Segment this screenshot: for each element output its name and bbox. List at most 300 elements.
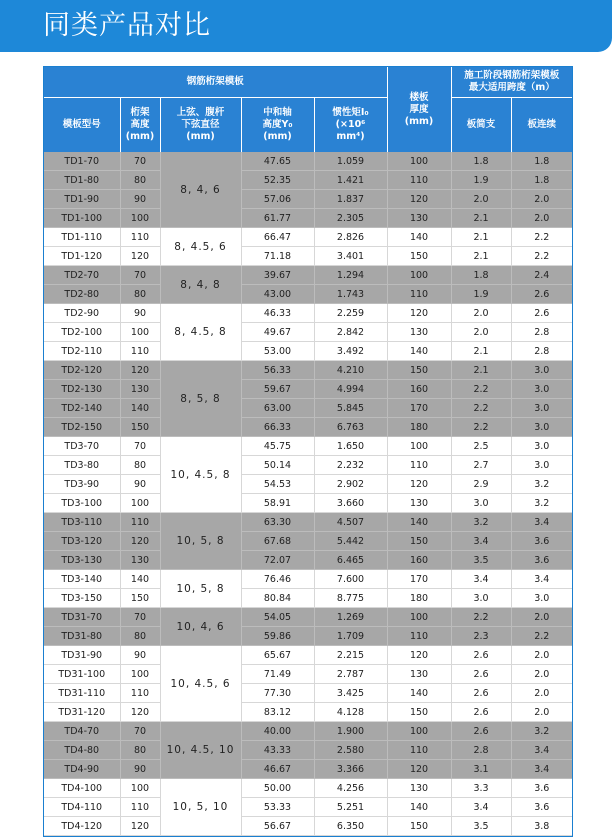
cell-inertia: 2.215 <box>314 646 387 665</box>
cell-continuous-span: 2.0 <box>511 608 572 627</box>
cell-continuous-span: 3.4 <box>511 760 572 779</box>
col-header-simply-supported: 板简支 <box>451 98 511 153</box>
cell-inertia: 1.650 <box>314 437 387 456</box>
cell-truss-height: 130 <box>120 551 160 570</box>
cell-slab-thickness: 140 <box>387 228 451 247</box>
cell-neutral-axis: 58.91 <box>241 494 314 513</box>
cell-neutral-axis: 54.53 <box>241 475 314 494</box>
table-row <box>44 703 572 722</box>
cell-truss-height: 100 <box>120 494 160 513</box>
cell-model: TD31-70 <box>44 608 120 627</box>
cell-slab-thickness: 100 <box>387 437 451 456</box>
cell-neutral-axis: 52.35 <box>241 171 314 190</box>
cell-truss-height: 70 <box>120 152 160 171</box>
cell-continuous-span: 2.0 <box>511 646 572 665</box>
cell-truss-height: 90 <box>120 304 160 323</box>
cell-model: TD3-150 <box>44 589 120 608</box>
cell-bar-diameter: 10, 5, 8 <box>160 570 241 608</box>
cell-neutral-axis: 83.12 <box>241 703 314 722</box>
cell-truss-height: 140 <box>120 570 160 589</box>
cell-slab-thickness: 130 <box>387 323 451 342</box>
group-header-formwork: 钢筋桁架模板 <box>44 67 387 98</box>
cell-neutral-axis: 59.67 <box>241 380 314 399</box>
table-row <box>44 228 572 247</box>
cell-slab-thickness: 100 <box>387 266 451 285</box>
cell-neutral-axis: 46.33 <box>241 304 314 323</box>
cell-model: TD2-100 <box>44 323 120 342</box>
cell-model: TD3-120 <box>44 532 120 551</box>
cell-simply-supported-span: 2.6 <box>451 684 511 703</box>
cell-inertia: 5.251 <box>314 798 387 817</box>
cell-simply-supported-span: 3.4 <box>451 532 511 551</box>
cell-bar-diameter: 8, 4, 6 <box>160 152 241 228</box>
cell-truss-height: 110 <box>120 513 160 532</box>
cell-slab-thickness: 110 <box>387 456 451 475</box>
cell-simply-supported-span: 2.8 <box>451 741 511 760</box>
cell-neutral-axis: 43.00 <box>241 285 314 304</box>
cell-inertia: 4.507 <box>314 513 387 532</box>
cell-inertia: 2.902 <box>314 475 387 494</box>
table-row <box>44 171 572 190</box>
cell-truss-height: 90 <box>120 475 160 494</box>
cell-simply-supported-span: 2.6 <box>451 722 511 741</box>
col-header-neutral-axis: 中和轴 高度Y₀ (mm) <box>241 98 314 153</box>
cell-model: TD4-120 <box>44 817 120 836</box>
cell-simply-supported-span: 2.1 <box>451 209 511 228</box>
cell-slab-thickness: 140 <box>387 798 451 817</box>
cell-inertia: 3.492 <box>314 342 387 361</box>
cell-bar-diameter: 10, 5, 8 <box>160 513 241 570</box>
cell-inertia: 1.709 <box>314 627 387 646</box>
cell-model: TD2-110 <box>44 342 120 361</box>
table-row <box>44 760 572 779</box>
cell-continuous-span: 2.8 <box>511 323 572 342</box>
cell-neutral-axis: 40.00 <box>241 722 314 741</box>
cell-neutral-axis: 57.06 <box>241 190 314 209</box>
cell-slab-thickness: 160 <box>387 380 451 399</box>
cell-simply-supported-span: 2.1 <box>451 228 511 247</box>
cell-inertia: 2.232 <box>314 456 387 475</box>
cell-slab-thickness: 180 <box>387 418 451 437</box>
cell-simply-supported-span: 2.7 <box>451 456 511 475</box>
cell-continuous-span: 3.2 <box>511 475 572 494</box>
cell-neutral-axis: 65.67 <box>241 646 314 665</box>
cell-inertia: 1.900 <box>314 722 387 741</box>
cell-neutral-axis: 56.33 <box>241 361 314 380</box>
cell-model: TD1-70 <box>44 152 120 171</box>
cell-continuous-span: 3.0 <box>511 589 572 608</box>
cell-slab-thickness: 150 <box>387 532 451 551</box>
cell-simply-supported-span: 3.1 <box>451 760 511 779</box>
cell-continuous-span: 3.0 <box>511 418 572 437</box>
comparison-table <box>44 67 572 836</box>
col-header-inertia: 惯性矩I₀ (×10⁶ mm⁴) <box>314 98 387 153</box>
cell-simply-supported-span: 3.0 <box>451 494 511 513</box>
cell-neutral-axis: 72.07 <box>241 551 314 570</box>
table-row <box>44 684 572 703</box>
cell-model: TD3-130 <box>44 551 120 570</box>
page-title: 同类产品对比 <box>43 10 211 41</box>
cell-simply-supported-span: 2.1 <box>451 342 511 361</box>
cell-continuous-span: 2.0 <box>511 684 572 703</box>
table-row <box>44 741 572 760</box>
cell-truss-height: 120 <box>120 703 160 722</box>
cell-truss-height: 90 <box>120 646 160 665</box>
table-row <box>44 589 572 608</box>
col-header-continuous: 板连续 <box>511 98 572 153</box>
cell-model: TD3-90 <box>44 475 120 494</box>
cell-inertia: 1.269 <box>314 608 387 627</box>
cell-continuous-span: 3.6 <box>511 532 572 551</box>
cell-inertia: 1.294 <box>314 266 387 285</box>
cell-inertia: 1.743 <box>314 285 387 304</box>
cell-truss-height: 70 <box>120 608 160 627</box>
cell-continuous-span: 3.0 <box>511 437 572 456</box>
cell-continuous-span: 2.0 <box>511 703 572 722</box>
cell-truss-height: 100 <box>120 779 160 798</box>
cell-neutral-axis: 47.65 <box>241 152 314 171</box>
cell-slab-thickness: 140 <box>387 684 451 703</box>
cell-truss-height: 80 <box>120 627 160 646</box>
cell-slab-thickness: 130 <box>387 494 451 513</box>
cell-inertia: 2.826 <box>314 228 387 247</box>
table-row <box>44 342 572 361</box>
cell-simply-supported-span: 3.4 <box>451 798 511 817</box>
cell-slab-thickness: 120 <box>387 646 451 665</box>
cell-simply-supported-span: 2.6 <box>451 665 511 684</box>
cell-model: TD3-70 <box>44 437 120 456</box>
table-row <box>44 304 572 323</box>
cell-neutral-axis: 63.00 <box>241 399 314 418</box>
cell-neutral-axis: 54.05 <box>241 608 314 627</box>
cell-model: TD1-80 <box>44 171 120 190</box>
col-header-bar-diameter: 上弦、腹杆 下弦直径 (mm) <box>160 98 241 153</box>
table-row <box>44 551 572 570</box>
cell-simply-supported-span: 1.9 <box>451 285 511 304</box>
cell-simply-supported-span: 2.5 <box>451 437 511 456</box>
cell-inertia: 5.845 <box>314 399 387 418</box>
cell-slab-thickness: 120 <box>387 190 451 209</box>
cell-model: TD4-70 <box>44 722 120 741</box>
cell-simply-supported-span: 2.0 <box>451 304 511 323</box>
cell-slab-thickness: 100 <box>387 608 451 627</box>
table-row <box>44 437 572 456</box>
cell-slab-thickness: 120 <box>387 475 451 494</box>
cell-model: TD2-140 <box>44 399 120 418</box>
cell-neutral-axis: 66.33 <box>241 418 314 437</box>
cell-slab-thickness: 150 <box>387 247 451 266</box>
cell-slab-thickness: 140 <box>387 342 451 361</box>
cell-neutral-axis: 77.30 <box>241 684 314 703</box>
cell-simply-supported-span: 2.1 <box>451 361 511 380</box>
table-row <box>44 209 572 228</box>
cell-truss-height: 100 <box>120 209 160 228</box>
cell-inertia: 4.128 <box>314 703 387 722</box>
cell-slab-thickness: 100 <box>387 152 451 171</box>
cell-truss-height: 90 <box>120 190 160 209</box>
cell-slab-thickness: 150 <box>387 817 451 836</box>
cell-simply-supported-span: 1.8 <box>451 152 511 171</box>
cell-neutral-axis: 50.14 <box>241 456 314 475</box>
cell-neutral-axis: 76.46 <box>241 570 314 589</box>
cell-inertia: 4.210 <box>314 361 387 380</box>
cell-continuous-span: 3.2 <box>511 494 572 513</box>
cell-continuous-span: 2.4 <box>511 266 572 285</box>
table-row <box>44 513 572 532</box>
cell-model: TD2-130 <box>44 380 120 399</box>
cell-continuous-span: 2.6 <box>511 304 572 323</box>
cell-continuous-span: 3.0 <box>511 456 572 475</box>
table-row <box>44 380 572 399</box>
cell-model: TD2-150 <box>44 418 120 437</box>
cell-truss-height: 80 <box>120 171 160 190</box>
cell-model: TD3-140 <box>44 570 120 589</box>
cell-inertia: 2.842 <box>314 323 387 342</box>
cell-model: TD3-110 <box>44 513 120 532</box>
cell-simply-supported-span: 2.6 <box>451 646 511 665</box>
table-row <box>44 494 572 513</box>
cell-model: TD2-120 <box>44 361 120 380</box>
cell-inertia: 1.421 <box>314 171 387 190</box>
cell-simply-supported-span: 3.2 <box>451 513 511 532</box>
cell-simply-supported-span: 2.0 <box>451 190 511 209</box>
table-row <box>44 285 572 304</box>
cell-continuous-span: 3.2 <box>511 722 572 741</box>
cell-bar-diameter: 8, 4, 8 <box>160 266 241 304</box>
cell-inertia: 5.442 <box>314 532 387 551</box>
cell-model: TD1-100 <box>44 209 120 228</box>
cell-neutral-axis: 63.30 <box>241 513 314 532</box>
cell-truss-height: 130 <box>120 380 160 399</box>
cell-bar-diameter: 10, 4.5, 6 <box>160 646 241 722</box>
cell-neutral-axis: 45.75 <box>241 437 314 456</box>
cell-simply-supported-span: 2.2 <box>451 608 511 627</box>
cell-inertia: 1.837 <box>314 190 387 209</box>
cell-inertia: 2.305 <box>314 209 387 228</box>
cell-truss-height: 110 <box>120 798 160 817</box>
group-header-max-span: 施工阶段钢筋桁架模板 最大适用跨度（m） <box>451 67 572 98</box>
cell-model: TD4-110 <box>44 798 120 817</box>
cell-simply-supported-span: 3.4 <box>451 570 511 589</box>
cell-model: TD31-90 <box>44 646 120 665</box>
table-body <box>44 152 572 836</box>
cell-truss-height: 70 <box>120 437 160 456</box>
cell-inertia: 4.994 <box>314 380 387 399</box>
cell-simply-supported-span: 1.9 <box>451 171 511 190</box>
cell-inertia: 8.775 <box>314 589 387 608</box>
cell-slab-thickness: 170 <box>387 570 451 589</box>
col-header-truss-height: 桁架 高度 (mm) <box>120 98 160 153</box>
cell-slab-thickness: 150 <box>387 361 451 380</box>
cell-inertia: 6.465 <box>314 551 387 570</box>
cell-model: TD31-100 <box>44 665 120 684</box>
comparison-table-container <box>43 66 573 837</box>
cell-neutral-axis: 61.77 <box>241 209 314 228</box>
cell-simply-supported-span: 2.0 <box>451 323 511 342</box>
cell-neutral-axis: 43.33 <box>241 741 314 760</box>
cell-bar-diameter: 8, 4.5, 6 <box>160 228 241 266</box>
cell-truss-height: 100 <box>120 323 160 342</box>
cell-continuous-span: 3.6 <box>511 798 572 817</box>
cell-inertia: 3.401 <box>314 247 387 266</box>
cell-inertia: 2.259 <box>314 304 387 323</box>
cell-slab-thickness: 140 <box>387 513 451 532</box>
table-row <box>44 665 572 684</box>
cell-inertia: 6.763 <box>314 418 387 437</box>
cell-neutral-axis: 71.49 <box>241 665 314 684</box>
cell-simply-supported-span: 2.2 <box>451 418 511 437</box>
cell-truss-height: 140 <box>120 399 160 418</box>
cell-neutral-axis: 53.33 <box>241 798 314 817</box>
cell-slab-thickness: 110 <box>387 627 451 646</box>
cell-model: TD1-110 <box>44 228 120 247</box>
cell-slab-thickness: 180 <box>387 589 451 608</box>
cell-model: TD1-120 <box>44 247 120 266</box>
cell-continuous-span: 1.8 <box>511 152 572 171</box>
cell-continuous-span: 3.0 <box>511 361 572 380</box>
table-row <box>44 779 572 798</box>
cell-truss-height: 150 <box>120 418 160 437</box>
cell-bar-diameter: 10, 4, 6 <box>160 608 241 646</box>
table-row <box>44 266 572 285</box>
cell-neutral-axis: 50.00 <box>241 779 314 798</box>
cell-model: TD3-100 <box>44 494 120 513</box>
table-row <box>44 722 572 741</box>
cell-neutral-axis: 67.68 <box>241 532 314 551</box>
cell-slab-thickness: 100 <box>387 722 451 741</box>
cell-truss-height: 80 <box>120 741 160 760</box>
cell-continuous-span: 2.8 <box>511 342 572 361</box>
cell-truss-height: 70 <box>120 722 160 741</box>
cell-simply-supported-span: 3.3 <box>451 779 511 798</box>
table-row <box>44 456 572 475</box>
cell-slab-thickness: 130 <box>387 665 451 684</box>
cell-simply-supported-span: 1.8 <box>451 266 511 285</box>
cell-simply-supported-span: 2.3 <box>451 627 511 646</box>
table-row <box>44 627 572 646</box>
cell-continuous-span: 2.2 <box>511 627 572 646</box>
cell-slab-thickness: 150 <box>387 703 451 722</box>
cell-simply-supported-span: 3.0 <box>451 589 511 608</box>
table-row <box>44 361 572 380</box>
cell-continuous-span: 3.4 <box>511 513 572 532</box>
cell-neutral-axis: 56.67 <box>241 817 314 836</box>
col-header-model: 模板型号 <box>44 98 120 153</box>
table-row <box>44 247 572 266</box>
cell-bar-diameter: 10, 5, 10 <box>160 779 241 836</box>
cell-truss-height: 80 <box>120 456 160 475</box>
table-row <box>44 418 572 437</box>
cell-truss-height: 90 <box>120 760 160 779</box>
cell-bar-diameter: 8, 5, 8 <box>160 361 241 437</box>
title-banner <box>0 0 612 52</box>
cell-continuous-span: 2.2 <box>511 228 572 247</box>
cell-model: TD2-80 <box>44 285 120 304</box>
cell-model: TD1-90 <box>44 190 120 209</box>
cell-inertia: 3.660 <box>314 494 387 513</box>
cell-inertia: 2.580 <box>314 741 387 760</box>
table-row <box>44 817 572 836</box>
table-row <box>44 798 572 817</box>
cell-slab-thickness: 160 <box>387 551 451 570</box>
table-row <box>44 532 572 551</box>
cell-truss-height: 110 <box>120 684 160 703</box>
cell-inertia: 2.787 <box>314 665 387 684</box>
cell-inertia: 4.256 <box>314 779 387 798</box>
cell-inertia: 3.366 <box>314 760 387 779</box>
cell-bar-diameter: 10, 4.5, 8 <box>160 437 241 513</box>
cell-continuous-span: 2.6 <box>511 285 572 304</box>
cell-slab-thickness: 120 <box>387 760 451 779</box>
cell-slab-thickness: 110 <box>387 171 451 190</box>
cell-simply-supported-span: 2.9 <box>451 475 511 494</box>
table-row <box>44 608 572 627</box>
cell-simply-supported-span: 2.6 <box>451 703 511 722</box>
cell-neutral-axis: 46.67 <box>241 760 314 779</box>
cell-neutral-axis: 39.67 <box>241 266 314 285</box>
cell-simply-supported-span: 2.2 <box>451 380 511 399</box>
cell-model: TD31-110 <box>44 684 120 703</box>
cell-model: TD4-100 <box>44 779 120 798</box>
cell-model: TD4-90 <box>44 760 120 779</box>
cell-inertia: 3.425 <box>314 684 387 703</box>
cell-continuous-span: 3.8 <box>511 817 572 836</box>
cell-truss-height: 120 <box>120 247 160 266</box>
cell-truss-height: 150 <box>120 589 160 608</box>
cell-continuous-span: 2.0 <box>511 209 572 228</box>
table-row <box>44 152 572 171</box>
cell-truss-height: 120 <box>120 361 160 380</box>
cell-truss-height: 110 <box>120 342 160 361</box>
cell-slab-thickness: 130 <box>387 779 451 798</box>
cell-model: TD2-70 <box>44 266 120 285</box>
cell-neutral-axis: 71.18 <box>241 247 314 266</box>
cell-continuous-span: 3.6 <box>511 779 572 798</box>
cell-continuous-span: 2.0 <box>511 665 572 684</box>
cell-neutral-axis: 53.00 <box>241 342 314 361</box>
cell-simply-supported-span: 2.2 <box>451 399 511 418</box>
cell-truss-height: 120 <box>120 532 160 551</box>
cell-slab-thickness: 110 <box>387 741 451 760</box>
cell-inertia: 1.059 <box>314 152 387 171</box>
col-header-slab-thickness: 楼板 厚度 (mm) <box>387 67 451 152</box>
cell-model: TD2-90 <box>44 304 120 323</box>
cell-simply-supported-span: 2.1 <box>451 247 511 266</box>
cell-continuous-span: 2.2 <box>511 247 572 266</box>
cell-simply-supported-span: 3.5 <box>451 551 511 570</box>
cell-slab-thickness: 120 <box>387 304 451 323</box>
cell-model: TD31-80 <box>44 627 120 646</box>
cell-continuous-span: 3.4 <box>511 741 572 760</box>
cell-model: TD3-80 <box>44 456 120 475</box>
cell-model: TD4-80 <box>44 741 120 760</box>
cell-truss-height: 100 <box>120 665 160 684</box>
cell-bar-diameter: 8, 4.5, 8 <box>160 304 241 361</box>
table-row <box>44 399 572 418</box>
cell-neutral-axis: 66.47 <box>241 228 314 247</box>
cell-continuous-span: 3.0 <box>511 399 572 418</box>
cell-model: TD31-120 <box>44 703 120 722</box>
cell-continuous-span: 1.8 <box>511 171 572 190</box>
cell-slab-thickness: 170 <box>387 399 451 418</box>
cell-neutral-axis: 59.86 <box>241 627 314 646</box>
cell-continuous-span: 3.0 <box>511 380 572 399</box>
cell-truss-height: 80 <box>120 285 160 304</box>
cell-inertia: 7.600 <box>314 570 387 589</box>
cell-truss-height: 70 <box>120 266 160 285</box>
table-row <box>44 570 572 589</box>
table-row <box>44 323 572 342</box>
